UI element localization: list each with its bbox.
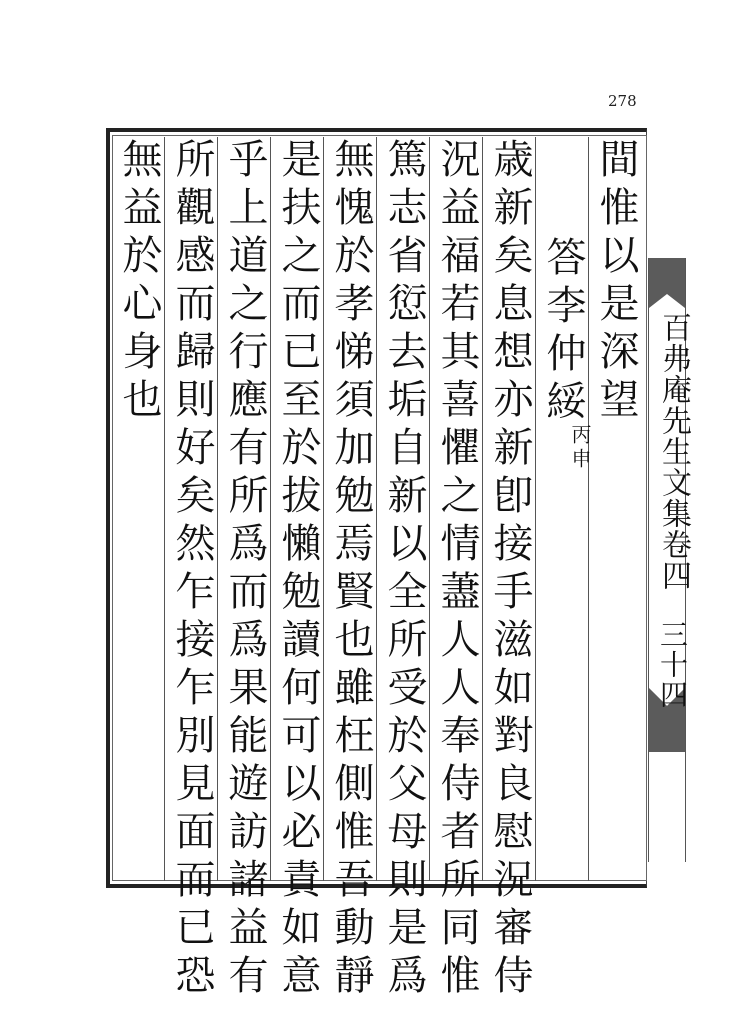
column-rule	[482, 137, 483, 881]
center-banner	[648, 258, 691, 862]
page-number: 278	[608, 92, 637, 110]
text-column: 篤志省愆去垢自新以全所受於父母則是爲	[381, 138, 427, 1002]
text-column: 無益於心身也	[116, 138, 162, 426]
text-column: 乎上道之行應有所爲而爲果能遊訪諸益有	[222, 138, 268, 1002]
column-rule	[270, 137, 271, 881]
column-rule	[164, 137, 165, 881]
letter-date-note: 丙申	[568, 424, 592, 472]
text-column: 況益福若其喜懼之情藎人人奉侍者所同惟	[434, 138, 480, 1002]
letter-title: 答李仲綏	[540, 236, 586, 428]
text-column: 是扶之而已至於拔懶勉讀何可以必責如意	[275, 138, 321, 1002]
text-column: 歳新矣息想亦新卽接手滋如對良慰況審侍	[487, 138, 533, 1002]
column-rule	[429, 137, 430, 881]
column-rule	[588, 137, 589, 881]
column-rule	[535, 137, 536, 881]
text-column: 所觀感而歸則好矣然乍接乍別見面而已恐	[169, 138, 215, 1002]
banner-title: 百弗庵先生文集卷四	[656, 312, 691, 591]
banner-page-number: 三十四	[656, 620, 689, 710]
fish-tail-top-icon	[649, 258, 685, 308]
column-rule	[376, 137, 377, 881]
column-rule	[323, 137, 324, 881]
column-rule	[217, 137, 218, 881]
text-column: 間惟以是深望	[593, 138, 639, 426]
text-column: 無愧於孝悌須加勉焉賢也雖枉側惟吾動靜	[328, 138, 374, 1002]
